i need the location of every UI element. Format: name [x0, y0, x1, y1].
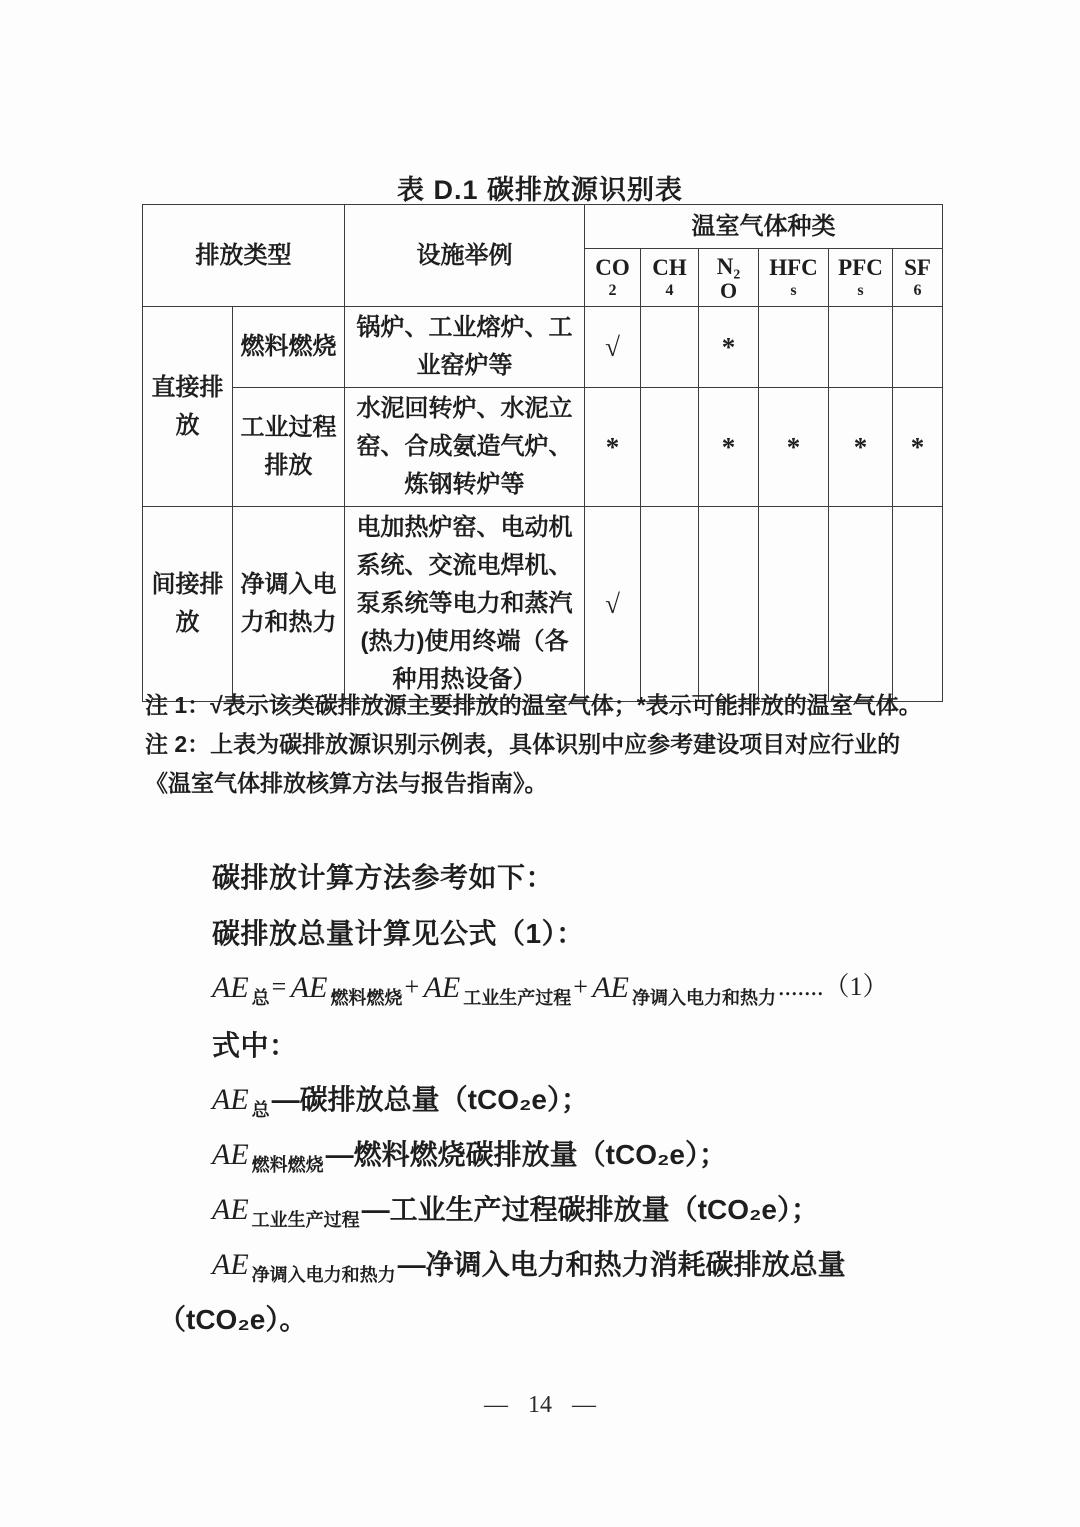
gas-sub-hfcs: s — [790, 282, 797, 299]
gas-main-pfcs: PFC — [838, 255, 883, 280]
equation-1 — [212, 968, 889, 1008]
gas-mark-cell — [699, 507, 759, 702]
facilities-industrial-process: 水泥回转炉、水泥立窑、合成氨造气炉、炼钢转炉等 — [345, 388, 585, 507]
facilities-fuel-combustion: 锅炉、工业熔炉、工业窑炉等 — [345, 307, 585, 388]
gas-main-sf6: SF — [904, 255, 931, 280]
gas-mark-cell — [829, 307, 893, 388]
col-header-emission-type: 排放类型 — [143, 205, 345, 307]
gas-mark-cell: * — [759, 388, 829, 507]
table-row — [143, 307, 943, 388]
col-header-ghg-types: 温室气体种类 — [585, 205, 943, 249]
para-total-formula-intro: 碳排放总量计算见公式（1）： — [212, 918, 585, 949]
equation-term-industrial: AE 工业生产过程+ — [423, 971, 588, 1008]
table-notes — [145, 686, 939, 803]
subtype-fuel-combustion: 燃料燃烧 — [233, 307, 345, 388]
gas-sub-pfcs: s — [857, 282, 864, 299]
gas-header-n2o — [699, 249, 759, 307]
gas-main-n2o: N₂ — [716, 254, 741, 279]
gas-mark-cell — [641, 307, 699, 388]
subtype-net-imported-power-heat: 净调入电力和热力 — [233, 507, 345, 702]
where-label: 式中： — [212, 1030, 298, 1061]
gas-sub-sf6: 6 — [913, 282, 922, 299]
definition-line-total: AE 总—碳排放总量（tCO₂e）； — [212, 1083, 589, 1120]
gas-header-ch4 — [641, 249, 699, 307]
definition-line-net-power: AE 净调入电力和热力—净调入电力和热力消耗碳排放总量 — [212, 1248, 846, 1285]
gas-header-hfcs — [759, 249, 829, 307]
col-header-facility-examples: 设施举例 — [345, 205, 585, 307]
facilities-net-imported-power-heat: 电加热炉窑、电动机系统、交流电焊机、泵系统等电力和蒸汽(热力)使用终端（各种用热设备） — [345, 507, 585, 702]
gas-mark-cell — [893, 507, 943, 702]
gas-mark-cell — [641, 388, 699, 507]
gas-mark-cell: * — [829, 388, 893, 507]
page-number: — 14 — — [484, 1392, 596, 1418]
gas-sub-co2: 2 — [608, 282, 617, 299]
gas-sub-ch4: 4 — [665, 282, 674, 299]
emission-source-table — [142, 204, 943, 702]
gas-header-co2 — [585, 249, 641, 307]
table-row — [143, 507, 943, 702]
equation-term-total: AE 总= — [212, 971, 287, 1008]
gas-mark-cell: * — [893, 388, 943, 507]
gas-main-co2: CO — [595, 255, 630, 280]
definition-line-fuel: AE 燃料燃烧—燃料燃烧碳排放量（tCO₂e）； — [212, 1138, 727, 1175]
table-row — [143, 388, 943, 507]
gas-mark-cell: √ — [585, 307, 641, 388]
gas-main-hfcs: HFC — [769, 255, 818, 280]
gas-mark-cell — [893, 307, 943, 388]
gas-mark-cell: √ — [585, 507, 641, 702]
gas-header-sf6 — [893, 249, 943, 307]
definition-line-industrial: AE 工业生产过程—工业生产过程碳排放量（tCO₂e）； — [212, 1193, 819, 1230]
equation-term-net-power: AE 净调入电力和热力.......（1） — [592, 971, 889, 1008]
gas-mark-cell: * — [699, 307, 759, 388]
gas-mark-cell — [759, 307, 829, 388]
subtype-industrial-process: 工业过程排放 — [233, 388, 345, 507]
equation-term-fuel: AE 燃料燃烧+ — [290, 971, 420, 1008]
note-2: 注 2：上表为碳排放源识别示例表，具体识别中应参考建设项目对应行业的《温室气体排放核算方法与报告指南》。 — [145, 731, 901, 796]
gas-sub-n2o: O — [719, 278, 738, 303]
gas-mark-cell — [641, 507, 699, 702]
gas-main-ch4: CH — [652, 255, 687, 280]
gas-mark-cell: * — [699, 388, 759, 507]
gas-header-pfcs — [829, 249, 893, 307]
gas-mark-cell: * — [585, 388, 641, 507]
table-title: 表 D.1 碳排放源识别表 — [396, 175, 684, 205]
category-indirect-emission: 间接排放 — [143, 507, 233, 702]
gas-mark-cell — [759, 507, 829, 702]
para-calc-method-intro: 碳排放计算方法参考如下： — [212, 862, 555, 893]
definition-wrap-line: （tCO₂e）。 — [158, 1304, 308, 1335]
category-direct-emission: 直接排放 — [143, 307, 233, 507]
emission-source-table-wrapper — [142, 204, 942, 702]
note-1: 注 1：√表示该类碳排放源主要排放的温室气体；*表示可能排放的温室气体。 — [145, 692, 922, 718]
gas-mark-cell — [829, 507, 893, 702]
